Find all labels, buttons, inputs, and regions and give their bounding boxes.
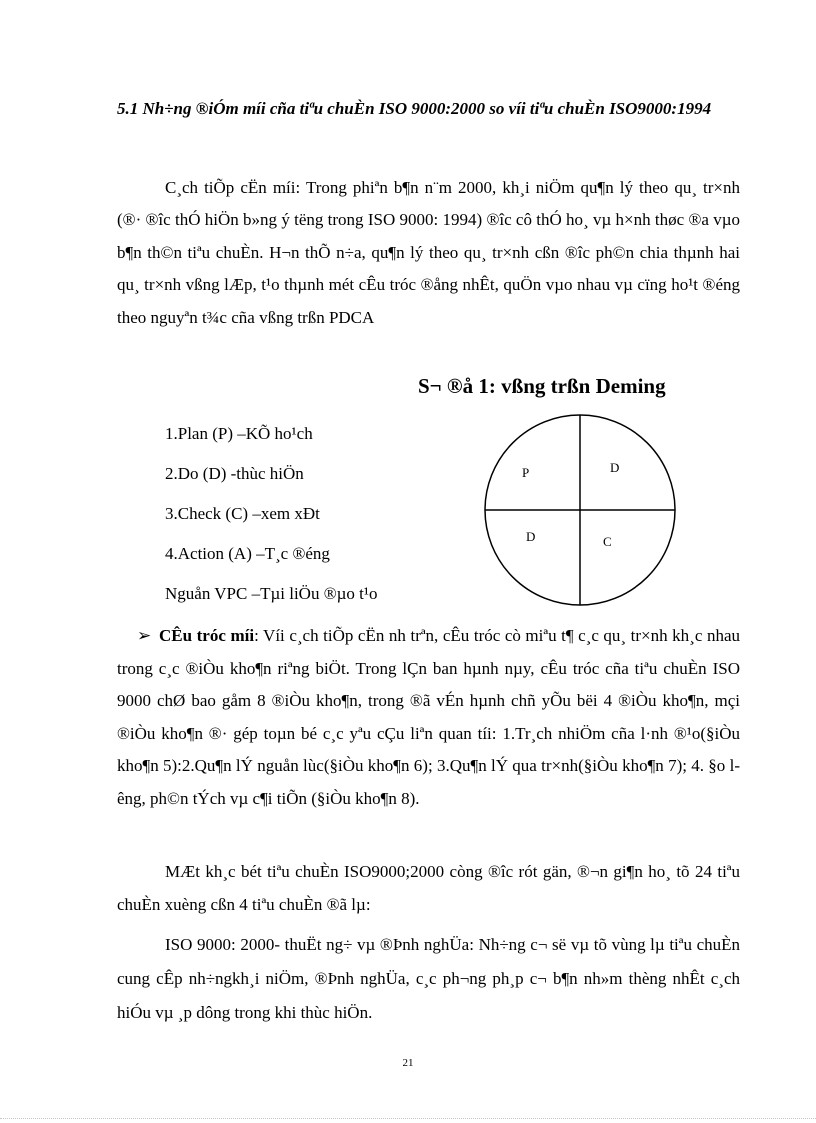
quadrant-label-c: C xyxy=(603,534,612,549)
paragraph-reduction: MÆt kh¸c bét tiªu chuÈn ISO9000;2000 còng ®îc rót gän, ®¬n gi¶n ho¸ tõ 24 tiªu chuÈn xuèng cßn 4 tiªu chuÈn ®ã lµ: xyxy=(117,862,740,914)
paragraph-iso9000: ISO 9000: 2000- thuËt ng÷ vµ ®Þnh nghÜa: Nh÷ng c¬ së vµ tõ vùng lµ tiªu chuÈn cung cÊp nh÷ngkh¸i niÖm, ®Þnh nghÜa, c¸c ph¬ng ph¸p c¬ b¶n nh»m thèng nhÊt c¸ch hiÓu vµ ¸p dông trong khi thùc hiÖn. xyxy=(117,935,740,1022)
paragraph-new-approach: C¸ch tiÕp cËn míi: Trong phiªn b¶n n¨m 2000, kh¸i niÖm qu¶n lý theo qu¸ tr×nh (®· ®îc thÓ hiÖn b»ng ý tëng trong ISO 9000: 1994) ®îc cô thÓ ho¸ vµ h×nh thøc ®a vµo b¶n th©n tiªu chuÈn. H¬n thÕ n÷a, qu¶n lý theo qu¸ tr×nh cßn ®îc ph©n chia thµnh hai qu¸ tr×nh vßng lÆp, t¹o thµnh mét cÊu tróc ®ång nhÊt, quÖn vµo nhau vµ cïng ho¹t ®éng theo nguyªn t¾c cña vßng trßn PDCA xyxy=(117,178,740,327)
deming-cycle-diagram xyxy=(480,410,680,610)
section-heading: 5.1 Nh÷ng ®iÓm míi cña tiªu chuÈn ISO 9000:2000 so víi tiªu chuÈn ISO9000:1994 xyxy=(117,99,712,118)
page-number: 21 xyxy=(402,1057,414,1069)
structure-text: : Víi c¸ch tiÕp cËn nh trªn, cÊu tróc cò miªu t¶ c¸c qu¸ tr×nh kh¸c nhau trong c¸c ®iÒu kho¶n riªng biÖt. Trong lÇn ban hµnh nµy, cÊu tróc cña tiªu chuÈn ISO 9000 chØ bao gåm 8 ®iÒu kho¶n, trong ®ã vÉn hµnh chñ yÕu bëi 4 ®iÒu kho¶n, mçi ®iÒu kho¶n ®· gép toµn bé c¸c yªu cÇu liªn quan tíi: 1.Tr¸ch nhiÖm cña l·nh ®¹o(§iÒu kho¶n 5):2.Qu¶n lÝ nguån lùc(§iÒu kho¶n 6); 3.Qu¶n lÝ qua tr×nh(§iÒu kho¶n 7); 4. §o lêng, ph©n tÝch vµ c¶i tiÕn (§iÒu kho¶n 8). xyxy=(117,626,740,808)
list-item-action: 4.Action (A) –T¸c ®éng xyxy=(165,544,330,563)
page-bottom-divider xyxy=(0,1118,816,1119)
structure-label: CÊu tróc míi xyxy=(159,626,255,645)
list-item-check: 3.Check (C) –xem xÐt xyxy=(165,504,320,523)
arrow-bullet-icon: ➢ xyxy=(137,626,152,645)
quadrant-label-p: P xyxy=(522,465,530,480)
list-item-plan: 1.Plan (P) –KÕ ho¹ch xyxy=(165,424,313,443)
structure-paragraph xyxy=(117,620,740,816)
list-item-source: Nguån VPC –Tµi liÖu ®µo t¹o xyxy=(165,584,378,603)
quadrant-label-d-top: D xyxy=(610,460,620,475)
list-item-do: 2.Do (D) -thùc hiÖn xyxy=(165,464,304,483)
quadrant-label-d-bottom: D xyxy=(526,529,536,544)
diagram-title: S¬ ®å 1: vßng trßn Deming xyxy=(418,374,666,398)
